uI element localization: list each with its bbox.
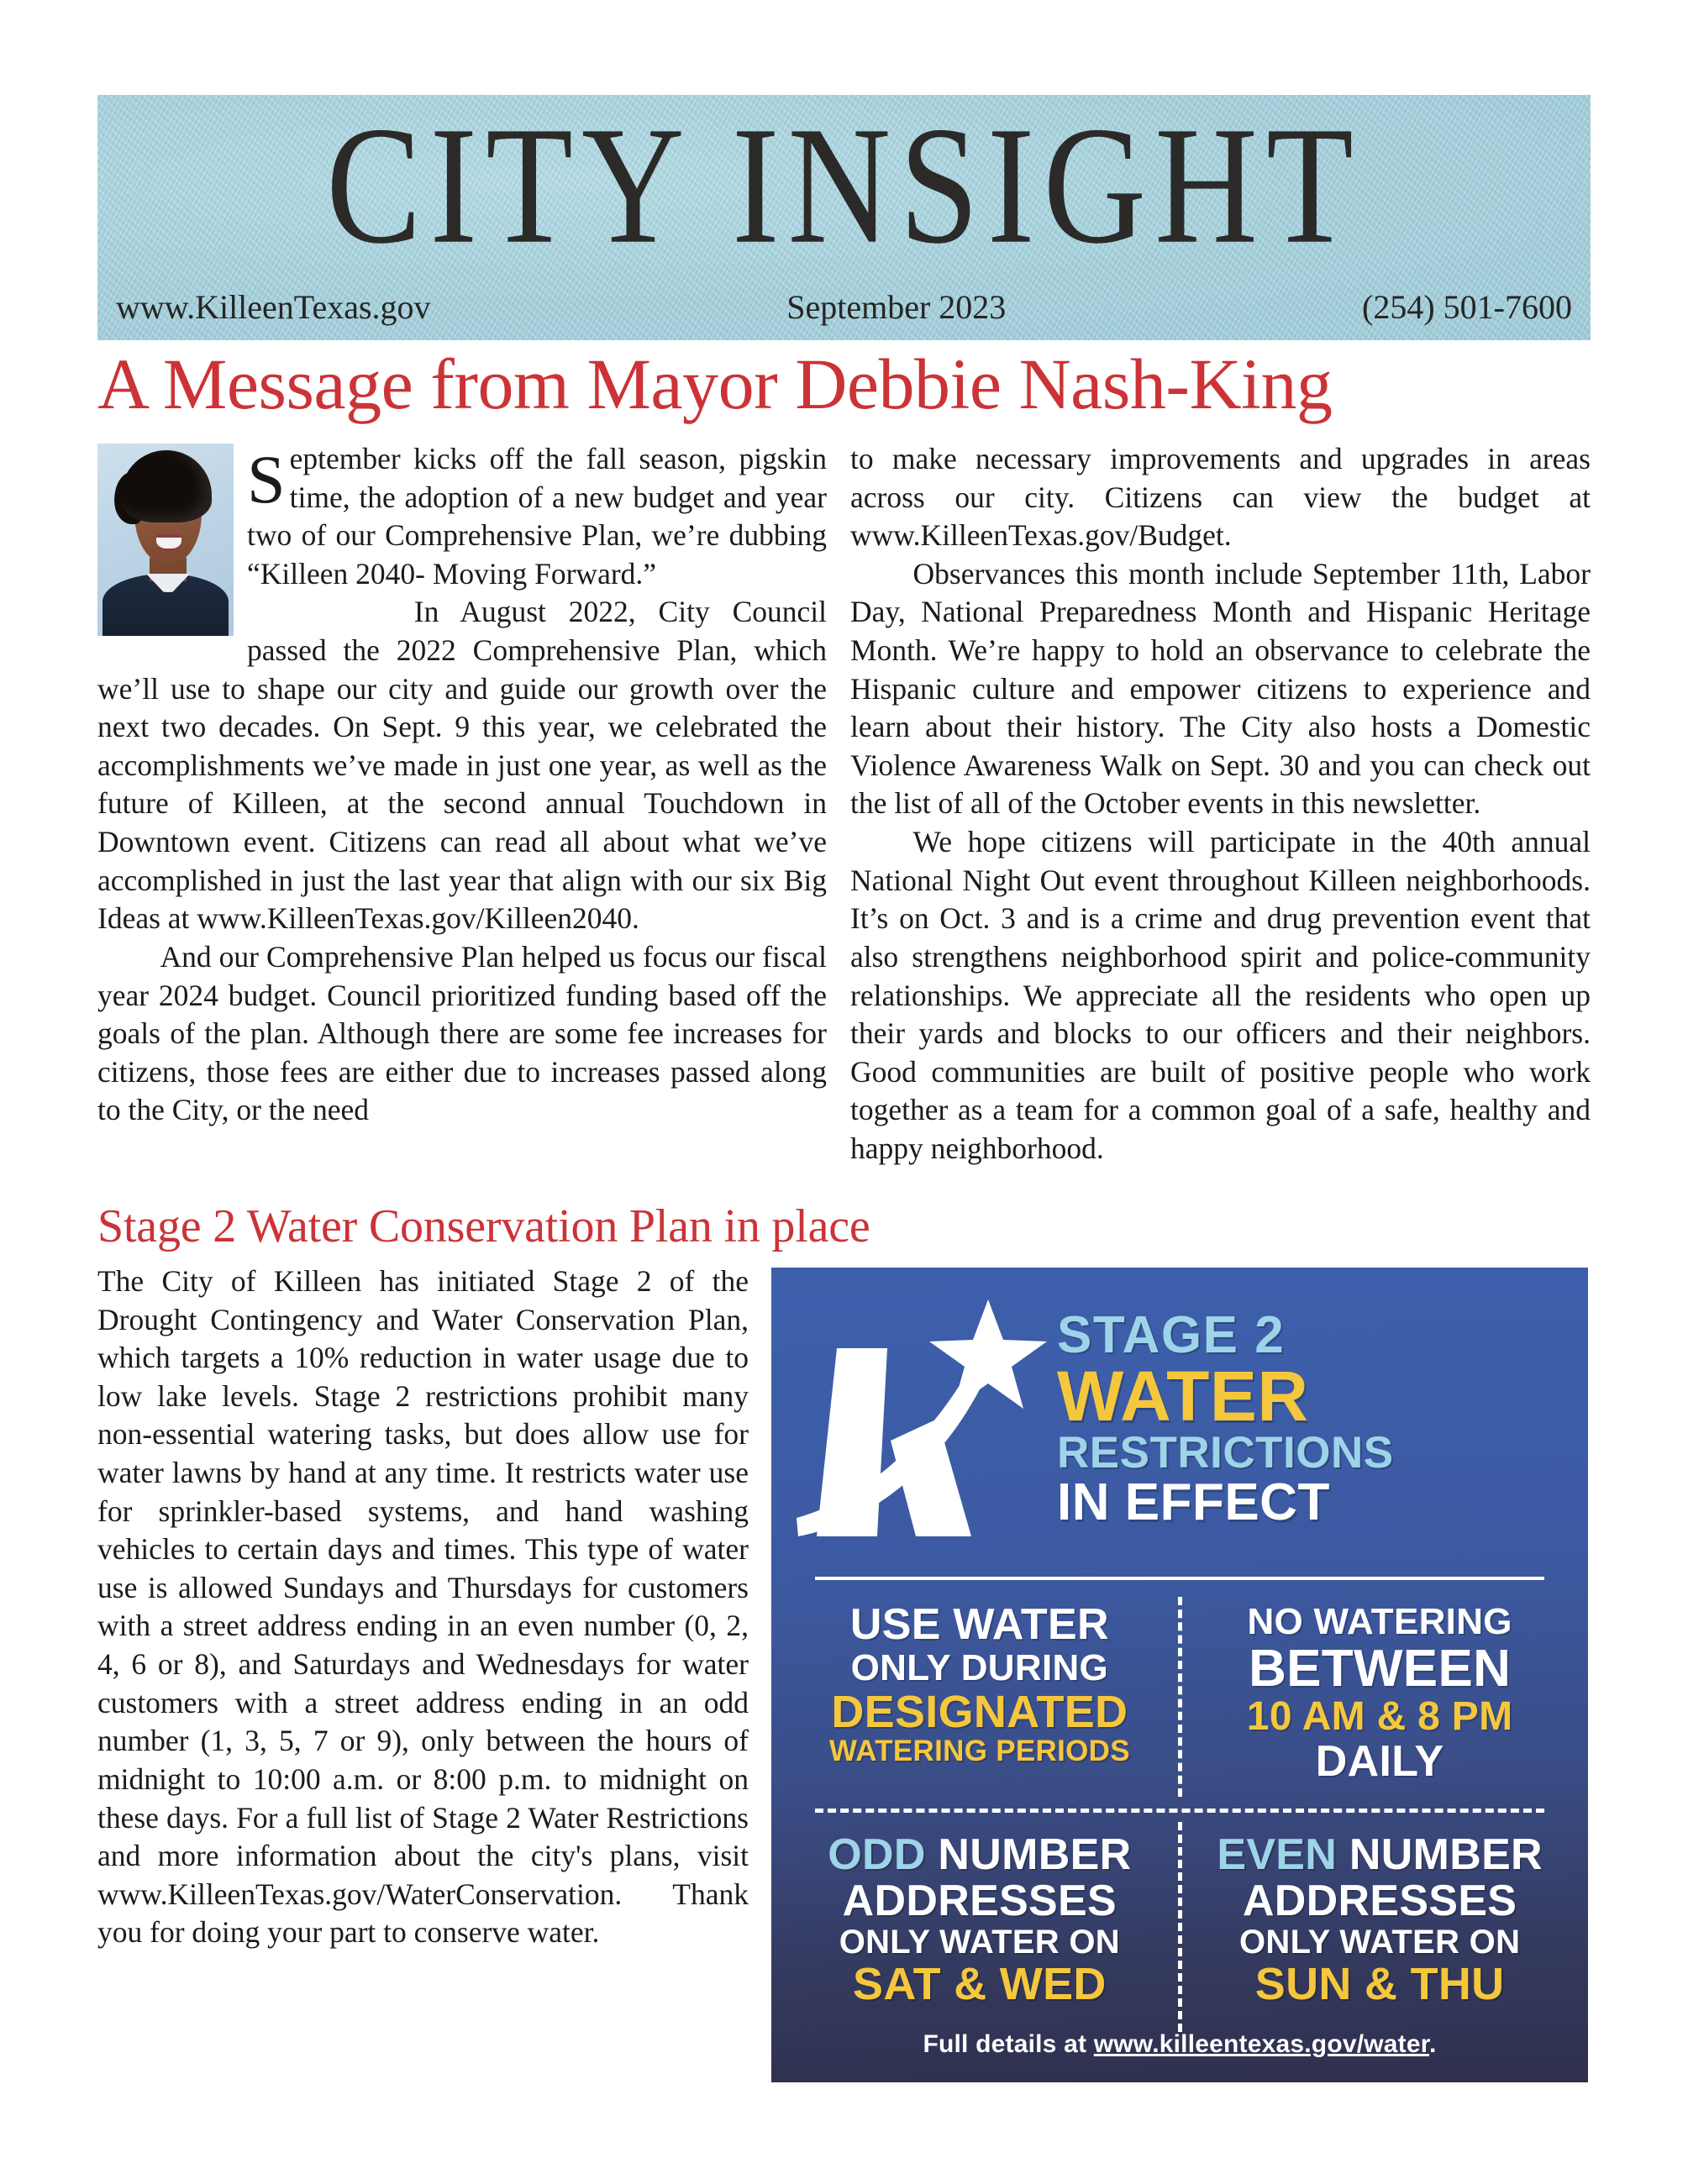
infographic-title-block xyxy=(1049,1305,1588,1532)
newsletter-title: CITY INSIGHT xyxy=(326,95,1362,279)
quad-bl-line1-rest: NUMBER xyxy=(925,1830,1132,1879)
mayor-paragraph-1-text: eptember kicks off the fall season, pigskin time, the adoption of a new budget and year two of our Comprehensive Plan, we’re dubbing “Killeen 2040- Moving Forward.” xyxy=(247,442,827,591)
killeen-k-star-logo-icon xyxy=(797,1293,1049,1545)
mayor-message-left-column xyxy=(97,440,827,1130)
quad-bl-line3: ONLY WATER ON xyxy=(839,1924,1120,1961)
water-restrictions-infographic xyxy=(771,1268,1588,2082)
quad-bl-line4: SAT & WED xyxy=(853,1959,1107,2010)
masthead-info-row xyxy=(116,287,1572,327)
mayor-message-right-column xyxy=(850,440,1591,1168)
quad-tr-line4: DAILY xyxy=(1315,1736,1444,1786)
infographic-header xyxy=(771,1268,1588,1570)
quad-tl-line3: DESIGNATED xyxy=(831,1686,1128,1737)
infographic-divider-vertical-top xyxy=(1178,1597,1182,1797)
infographic-quadrant-bottom-right xyxy=(1184,1832,1576,2008)
portrait-smile xyxy=(156,534,181,551)
quad-bl-line1 xyxy=(784,1832,1176,1878)
infographic-footer-prefix: Full details at xyxy=(923,2030,1094,2058)
infographic-quadrant-top-left xyxy=(784,1602,1176,1767)
infographic-divider-vertical-bottom xyxy=(1178,1822,1182,2032)
infographic-title-stage: STAGE 2 xyxy=(1057,1305,1286,1364)
quad-bl-line2: ADDRESSES xyxy=(842,1877,1117,1926)
quad-tl-line2: ONLY DURING xyxy=(850,1647,1109,1689)
quad-tr-line1: NO WATERING xyxy=(1247,1601,1512,1642)
infographic-divider-solid xyxy=(815,1577,1544,1580)
masthead-banner xyxy=(97,95,1591,340)
mayor-portrait-photo xyxy=(97,444,234,636)
infographic-quadrant-top-right xyxy=(1184,1602,1576,1785)
masthead-phone: (254) 501-7600 xyxy=(1362,288,1572,326)
infographic-divider-dashed xyxy=(815,1809,1544,1813)
quad-tl-line1: USE WATER xyxy=(849,1600,1109,1649)
quad-br-line3: ONLY WATER ON xyxy=(1238,1924,1521,1961)
quad-tr-line3: 10 AM & 8 PM xyxy=(1246,1693,1513,1739)
quad-br-line1-rest: NUMBER xyxy=(1337,1830,1543,1879)
water-conservation-headline: Stage 2 Water Conservation Plan in place xyxy=(97,1200,870,1252)
infographic-quadrant-bottom-left xyxy=(784,1832,1176,2008)
drop-cap-letter: S xyxy=(247,441,286,517)
quad-br-line4: SUN & THU xyxy=(1254,1959,1505,2010)
mayor-paragraph-2: In August 2022, City Council passed the 2022 Comprehensive Plan, which we’ll use to shape our city and guide our growth over the next two decades. On Sept. 9 this year, we celebrated the accomplishments we’ve made in just one year, as well as the future of Killeen, at the second annual Touchdown in Downtown event. Citizens can read all about what we’ve accomplished in just the last year that align with our six Big Ideas at www.KilleenTexas.gov/Killeen2040. xyxy=(97,595,827,936)
mayor-paragraph-3: And our Comprehensive Plan helped us focus our fiscal year 2024 budget. Council prioritized funding based off the goals of the plan. Although there are some fee increases for citizens, those fees are either due to increases passed along to the City, or the need xyxy=(97,939,827,1127)
mayor-message-headline: A Message from Mayor Debbie Nash-King xyxy=(97,344,1333,424)
quad-br-line2: ADDRESSES xyxy=(1242,1877,1517,1926)
infographic-title-restrictions: RESTRICTIONS xyxy=(1057,1428,1394,1478)
infographic-title-water: WATER xyxy=(1057,1356,1309,1436)
portrait-hair xyxy=(121,450,212,522)
infographic-title-in-effect: IN EFFECT xyxy=(1057,1473,1330,1532)
infographic-footer-link[interactable]: www.killeentexas.gov/water xyxy=(1093,2030,1429,2058)
infographic-footer xyxy=(771,2030,1588,2059)
masthead-issue-date: September 2023 xyxy=(786,288,1007,326)
quad-bl-accent: ODD xyxy=(828,1830,926,1879)
quad-tr-line2: BETWEEN xyxy=(1249,1639,1512,1698)
quad-tl-line4: WATERING PERIODS xyxy=(828,1735,1130,1768)
mayor-paragraph-4: to make necessary improvements and upgrades in areas across our city. Citizens can view the budget at www.KilleenTexas.gov/Budget. xyxy=(850,442,1591,553)
quad-br-accent: EVEN xyxy=(1217,1830,1338,1879)
infographic-footer-suffix: . xyxy=(1428,2030,1437,2058)
water-conservation-body xyxy=(97,1263,749,1952)
water-paragraph-1: The City of Killeen has initiated Stage 2 of the Drought Contingency and Water Conservation Plan, which targets a 10% reduction in water usage due to low lake levels. Stage 2 restrictions prohibit many non-essential watering tasks, but does allow use for water lawns by hand at any time. It restricts water use for sprinkler-based systems, and hand washing vehicles to certain days and times. This type of water use is allowed Sundays and Thursdays for customers with a street address ending in an even number (0, 2, 4, 6 or 8), and Saturdays and Wednesdays for water customers with a street address ending in an odd number (1, 3, 5, 7 or 9), only between the hours of midnight to 10:00 a.m. or 8:00 p.m. to midnight on these days. For a full list of Stage 2 Water Restrictions and more information about the city's plans, visit www.KilleenTexas.gov/WaterConservation. Thank you for doing your part to conserve water. xyxy=(97,1264,749,1950)
mayor-paragraph-6: We hope citizens will participate in the 40th annual National Night Out event throughout Killeen neighborhoods. It’s on Oct. 3 and is a crime and drug prevention event that also strengthens neighborhood spirit and police-community relationships. We appreciate all the residents who open up their yards and blocks to our officers and their neighbors. Good communities are built of positive people who work together as a team for a common goal of a safe, healthy and happy neighborhood. xyxy=(850,825,1591,1165)
mayor-paragraph-5: Observances this month include September 11th, Labor Day, National Preparedness Month and Hispanic Heritage Month. We’re happy to hold an observance to celebrate the Hispanic culture and empower citizens to experience and learn about their history. The City also hosts a Domestic Violence Awareness Walk on Sept. 30 and you can check out the list of all of the October events in this newsletter. xyxy=(850,556,1591,821)
masthead-website[interactable]: www.KilleenTexas.gov xyxy=(116,288,431,326)
quad-br-line1 xyxy=(1184,1832,1576,1878)
